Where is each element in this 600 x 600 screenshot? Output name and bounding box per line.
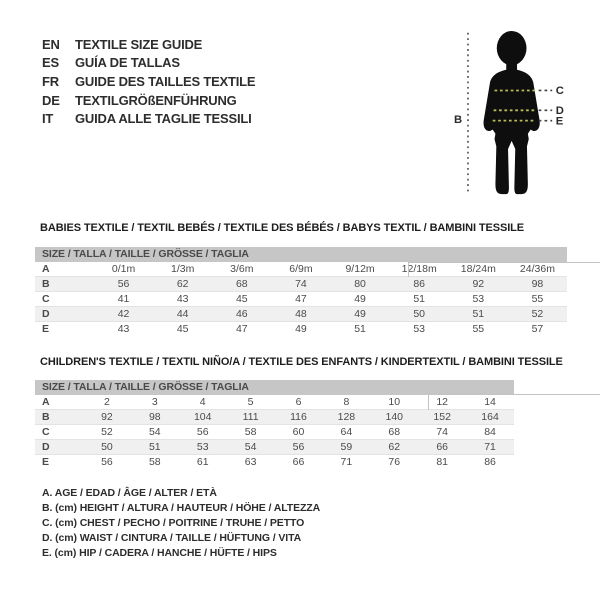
table-cell: 54	[244, 441, 257, 453]
babies-size-table	[35, 247, 567, 337]
table-cell: 81	[436, 456, 448, 468]
table-cell: 98	[531, 278, 544, 290]
table-cell: 61	[196, 456, 209, 468]
table-cell: 71	[484, 441, 496, 453]
lang-title: GUÍA DE TALLAS	[75, 55, 180, 71]
table-cell: 8	[343, 396, 350, 408]
table-cell: 64	[340, 426, 353, 438]
table-cell: 57	[531, 323, 544, 335]
lang-code: FR	[42, 73, 59, 89]
row-label: D	[42, 308, 50, 320]
table-cell: 43	[176, 293, 189, 305]
row-label: B	[42, 278, 50, 290]
table-cell: 1/3m	[171, 263, 195, 275]
table-cell: 55	[472, 323, 485, 335]
table-cell: 42	[117, 308, 130, 320]
table-cell: 44	[176, 308, 189, 320]
legend-item-age: A. AGE / EDAD / ÂGE / ALTER / ETÀ	[42, 487, 217, 499]
lang-title: GUIDE DES TAILLES TEXTILE	[75, 73, 256, 89]
row-label: E	[42, 456, 50, 468]
table-row-chest	[35, 425, 514, 440]
table-cell: 56	[101, 456, 113, 468]
table-row-waist	[35, 307, 567, 322]
table-cell: 14	[484, 396, 496, 408]
table-cell: 6/9m	[289, 263, 313, 275]
table-cell: 92	[101, 411, 113, 423]
table-cell: 66	[436, 441, 448, 453]
legend-item-height: B. (cm) HEIGHT / ALTURA / HAUTEUR / HÖHE / ALTEZZA	[42, 502, 321, 514]
lang-title: GUIDA ALLE TAGLIE TESSILI	[75, 111, 252, 127]
table-cell: 52	[531, 308, 544, 320]
table-cell: 53	[196, 441, 209, 453]
row-label: A	[42, 263, 50, 275]
babies-section-title: BABIES TEXTILE / TEXTIL BEBÉS / TEXTILE DES BÉBÉS / BABYS TEXTIL / BAMBINI TESSILE	[40, 222, 525, 234]
table-cell: 49	[354, 308, 366, 320]
silhouette-head	[497, 31, 527, 65]
table-cell: 50	[101, 441, 113, 453]
table-cell: 6	[295, 396, 302, 408]
lang-row-en	[42, 35, 255, 54]
table-cell: 80	[354, 278, 366, 290]
table-cell: 10	[388, 396, 401, 408]
table-cell: 53	[472, 293, 485, 305]
table-cell: 58	[244, 426, 257, 438]
table-cell: 74	[295, 278, 307, 290]
silhouette-body	[484, 62, 540, 194]
row-label: E	[42, 323, 50, 335]
table-cell: 9/12m	[345, 263, 375, 275]
table-cell: 86	[413, 278, 426, 290]
table-row-height	[35, 277, 567, 292]
label-e: E	[555, 115, 564, 128]
table-cell: 2	[104, 396, 110, 408]
child-silhouette-figure	[435, 22, 600, 222]
table-cell: 18/24m	[460, 263, 496, 275]
table-cell: 62	[176, 278, 189, 290]
table-cell: 104	[193, 411, 212, 423]
table-cell: 51	[148, 441, 161, 453]
table-row-hip	[35, 322, 567, 337]
size-header-bar: SIZE / TALLA / TAILLE / GRÖSSE / TAGLIA	[35, 247, 567, 262]
table-cell: 3/6m	[230, 263, 254, 275]
table-cell: 60	[292, 426, 305, 438]
table-cell: 92	[472, 278, 485, 290]
label-d: D	[555, 104, 564, 117]
lang-title: TEXTILE SIZE GUIDE	[75, 36, 203, 52]
lang-row-it	[42, 109, 255, 128]
lang-row-fr	[42, 72, 255, 91]
table-cell: 74	[436, 426, 448, 438]
table-cell: 116	[290, 411, 307, 423]
table-cell: 56	[196, 426, 209, 438]
table-cell: 47	[295, 293, 307, 305]
table-cell: 45	[235, 293, 248, 305]
table-cell: 55	[531, 293, 544, 305]
highlight-box	[408, 262, 600, 277]
table-cell: 71	[340, 456, 353, 468]
table-cell: 49	[354, 293, 366, 305]
table-cell: 68	[235, 278, 248, 290]
table-cell: 111	[242, 411, 259, 423]
table-cell: 56	[292, 441, 305, 453]
label-c: C	[555, 85, 564, 98]
table-cell: 47	[235, 323, 248, 335]
table-row-chest	[35, 292, 567, 307]
table-cell: 12/18m	[401, 263, 437, 275]
table-cell: 51	[354, 323, 366, 335]
table-cell: 63	[244, 456, 257, 468]
row-label: D	[42, 441, 50, 453]
legend-item-waist: D. (cm) WAIST / CINTURA / TAILLE / HÜFTUNG / VITA	[42, 532, 302, 544]
table-cell: 86	[484, 456, 496, 468]
language-title-block	[42, 35, 255, 128]
table-row-height	[35, 410, 514, 425]
table-cell: 49	[295, 323, 307, 335]
table-cell: 24/36m	[519, 263, 555, 275]
row-label: C	[42, 426, 50, 438]
table-cell: 76	[388, 456, 401, 468]
table-cell: 58	[148, 456, 161, 468]
table-cell: 52	[101, 426, 113, 438]
table-cell: 45	[176, 323, 189, 335]
lang-title: TEXTILGRÖßENFÜHRUNG	[75, 92, 237, 108]
table-cell: 0/1m	[111, 263, 136, 275]
table-cell: 140	[385, 411, 404, 423]
table-cell: 59	[340, 441, 353, 453]
table-cell: 48	[295, 308, 307, 320]
table-cell: 68	[388, 426, 401, 438]
measurement-legend	[42, 486, 320, 561]
lang-code: DE	[42, 92, 60, 108]
table-cell: 12	[436, 396, 448, 408]
lang-row-de	[42, 91, 255, 110]
table-cell: 56	[117, 278, 130, 290]
table-cell: 4	[199, 396, 206, 408]
table-cell: 43	[117, 323, 130, 335]
label-b: B	[453, 113, 463, 126]
table-cell: 51	[472, 308, 485, 320]
table-cell: 128	[337, 411, 356, 423]
table-cell: 41	[117, 293, 130, 305]
table-cell: 50	[413, 308, 426, 320]
lang-code: ES	[42, 55, 59, 71]
table-cell: 98	[148, 411, 161, 423]
table-cell: 5	[247, 396, 254, 408]
table-row-hip	[35, 455, 514, 470]
row-label: A	[42, 396, 50, 408]
lang-code: EN	[42, 36, 60, 52]
lang-code: IT	[42, 111, 54, 127]
table-cell: 53	[413, 323, 426, 335]
table-row-waist	[35, 440, 514, 455]
table-cell: 3	[151, 396, 158, 408]
children-section-title: CHILDREN'S TEXTILE / TEXTIL NIÑO/A / TEXTILE DES ENFANTS / KINDERTEXTIL / BAMBINI TESSILE	[40, 356, 563, 368]
row-label: B	[42, 411, 50, 423]
table-cell: 62	[388, 441, 401, 453]
legend-item-chest: C. (cm) CHEST / PECHO / POITRINE / TRUHE / PETTO	[42, 517, 305, 529]
size-header-bar: SIZE / TALLA / TAILLE / GRÖSSE / TAGLIA	[35, 380, 514, 395]
table-cell: 84	[484, 426, 496, 438]
highlight-box	[428, 394, 600, 410]
table-cell: 164	[481, 411, 499, 423]
lang-row-es	[42, 54, 255, 73]
table-cell: 46	[235, 308, 248, 320]
table-cell: 66	[292, 456, 305, 468]
table-cell: 51	[413, 293, 426, 305]
table-cell: 152	[433, 411, 451, 423]
table-cell: 54	[148, 426, 161, 438]
row-label: C	[42, 293, 50, 305]
legend-item-hip: E. (cm) HIP / CADERA / HANCHE / HÜFTE / HIPS	[42, 547, 277, 559]
